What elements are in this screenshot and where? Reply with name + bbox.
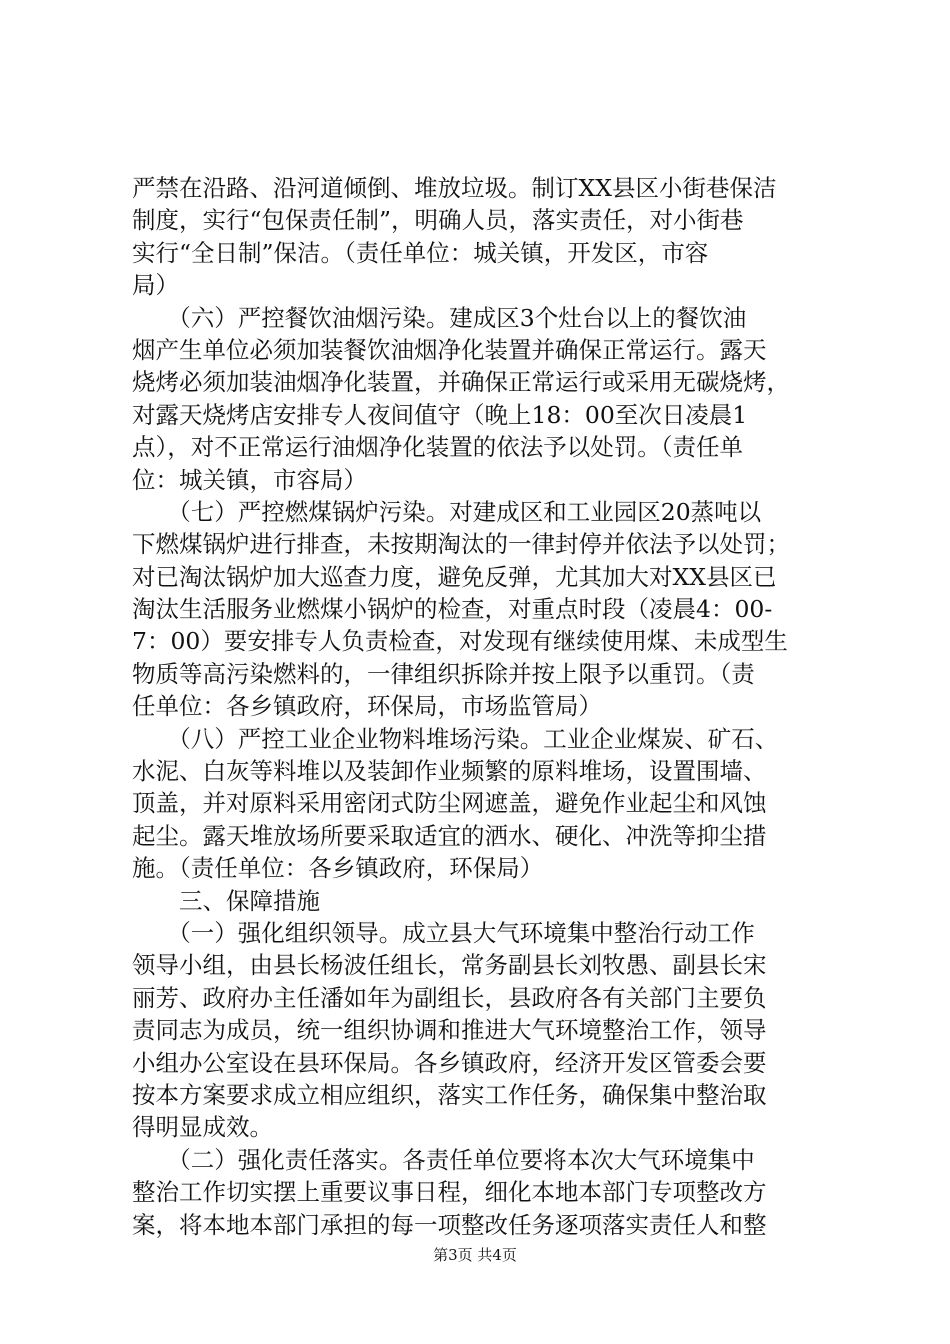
text-line: （七）严控燃煤锅炉污染。对建成区和工业园区20蒸吨以 bbox=[132, 497, 762, 526]
text-line: 实行“全日制”保洁。（责任单位：城关镇，开发区，市容 bbox=[132, 238, 709, 267]
text-line: 烧烤必须加装油烟净化装置，并确保正常运行或采用无碳烧烤， bbox=[132, 368, 790, 397]
text-line: 制度，实行“包保责任制”，明确人员，落实责任，对小街巷 bbox=[132, 206, 744, 235]
text-line: 案，将本地本部门承担的每一项整改任务逐项落实责任人和整 bbox=[132, 1210, 767, 1239]
text-line: 严禁在沿路、沿河道倾倒、堆放垃圾。制订XX县区小街巷保洁 bbox=[132, 174, 777, 202]
text-line: （二）强化责任落实。各责任单位要将本次大气环境集中 bbox=[132, 1145, 755, 1174]
text-line: 7：00）要安排专人负责检查，对发现有继续使用煤、未成型生 bbox=[132, 627, 788, 656]
text-line: 局） bbox=[132, 271, 179, 300]
text-line: 对已淘汰锅炉加大巡查力度，避免反弹，尤其加大对XX县区已 bbox=[132, 562, 777, 591]
text-line: 责同志为成员，统一组织协调和推进大气环境整治工作，领导 bbox=[132, 1016, 767, 1045]
text-line: 任单位：各乡镇政府，环保局，市场监管局） bbox=[132, 692, 602, 721]
text-line: 物质等高污染燃料的，一律组织拆除并按上限予以重罚。（责 bbox=[132, 659, 755, 688]
text-line: 整治工作切实摆上重要议事日程，细化本地本部门专项整改方 bbox=[132, 1178, 767, 1207]
text-line: （一）强化组织领导。成立县大气环境集中整治行动工作 bbox=[132, 918, 755, 947]
text-line: 小组办公室设在县环保局。各乡镇政府，经济开发区管委会要 bbox=[132, 1048, 767, 1077]
text-line: 位：城关镇，市容局） bbox=[132, 465, 367, 494]
text-line: 顶盖，并对原料采用密闭式防尘网遮盖，避免作业起尘和风蚀 bbox=[132, 789, 767, 818]
text-line: 淘汰生活服务业燃煤小锅炉的检查，对重点时段（凌晨4：00- bbox=[132, 595, 773, 624]
text-line: （八）严控工业企业物料堆场污染。工业企业煤炭、矿石、 bbox=[132, 724, 779, 753]
text-line: 水泥、白灰等料堆以及装卸作业频繁的原料堆场，设置围墙、 bbox=[132, 757, 767, 786]
text-line: 三、保障措施 bbox=[132, 886, 320, 915]
document-body bbox=[132, 172, 832, 1241]
text-line: （六）严控餐饮油烟污染。建成区3个灶台以上的餐饮油 bbox=[132, 303, 747, 332]
text-line: 下燃煤锅炉进行排查，未按期淘汰的一律封停并依法予以处罚； bbox=[132, 530, 790, 559]
text-line: 丽芳、政府办主任潘如年为副组长，县政府各有关部门主要负 bbox=[132, 983, 767, 1012]
text-line: 施。（责任单位：各乡镇政府，环保局） bbox=[132, 854, 544, 883]
text-line: 烟产生单位必须加装餐饮油烟净化装置并确保正常运行。露天 bbox=[132, 335, 767, 364]
text-line: 领导小组，由县长杨波任组长，常务副县长刘牧愚、副县长宋 bbox=[132, 951, 767, 980]
text-line: 起尘。露天堆放场所要采取适宜的洒水、硬化、冲洗等抑尘措 bbox=[132, 821, 767, 850]
page-footer: 第3页 共4页 bbox=[433, 1246, 517, 1264]
text-line: 点），对不正常运行油烟净化装置的依法予以处罚。（责任单 bbox=[132, 433, 743, 462]
text-line: 按本方案要求成立相应组织，落实工作任务，确保集中整治取 bbox=[132, 1080, 767, 1109]
text-line: 对露天烧烤店安排专人夜间值守（晚上18：00至次日凌晨1 bbox=[132, 400, 748, 429]
text-line: 得明显成效。 bbox=[132, 1113, 273, 1142]
